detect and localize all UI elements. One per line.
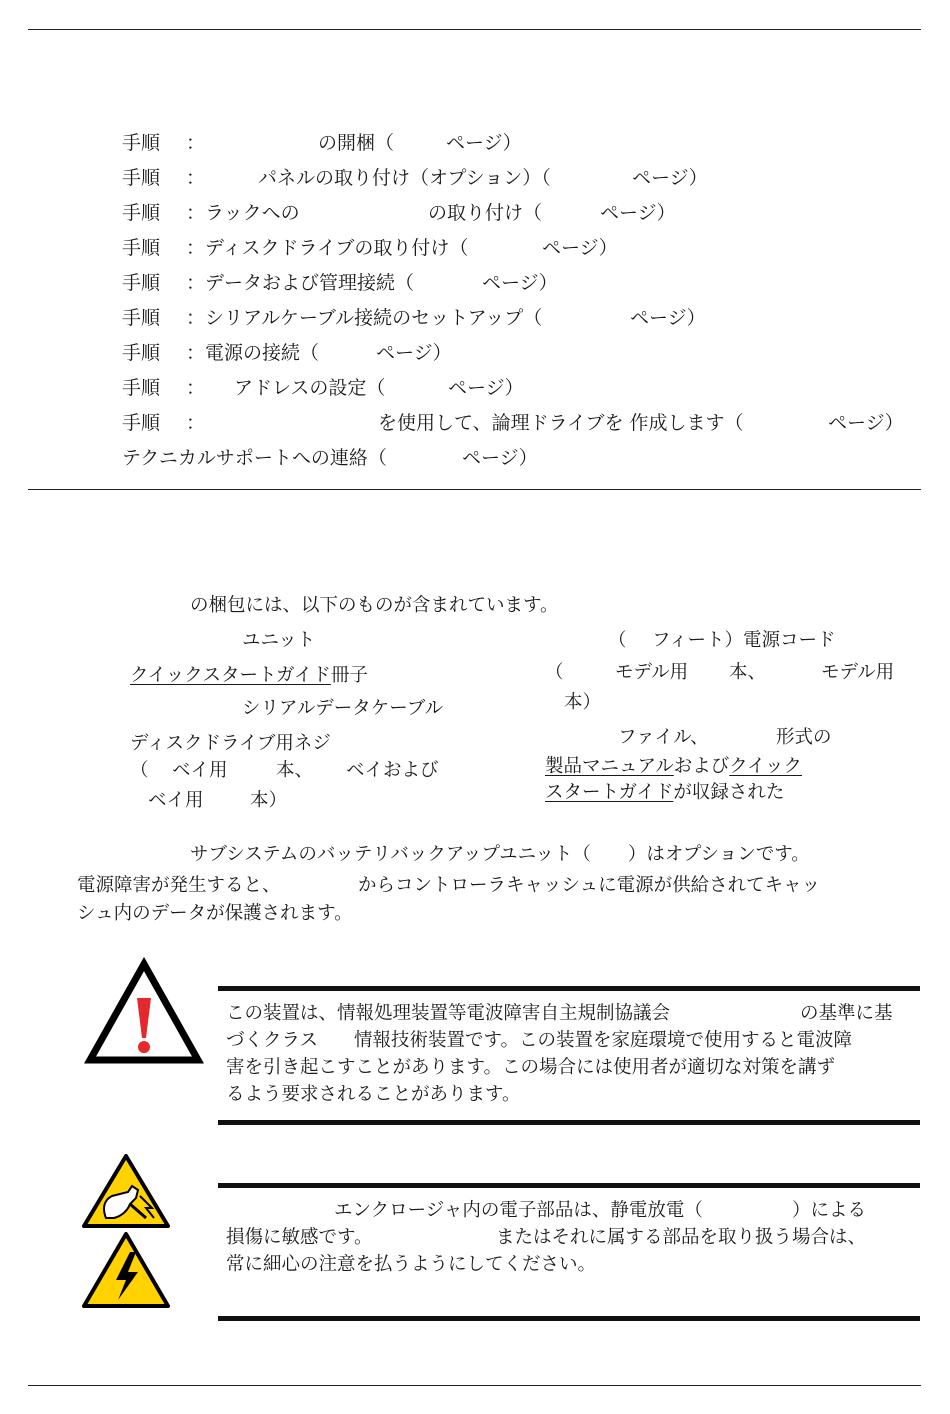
exclamation-warning-icon: [84, 958, 204, 1068]
screws-bay-a: ベイ用: [172, 760, 228, 781]
toc-colon: ：シリアルケーブル接続のセットアップ（: [186, 307, 543, 329]
toc-colon: ：: [186, 377, 206, 399]
toc-bottom-rule: [28, 489, 921, 490]
warning-line-2a: づくクラス: [226, 1030, 318, 1051]
warning-line-4: るよう要求されることがあります。: [226, 1084, 521, 1105]
cd-contents-2: [545, 784, 784, 803]
paren: （: [545, 662, 564, 683]
screws-count-b: 本）: [250, 790, 288, 811]
toc-page: ページ）: [482, 272, 558, 294]
toc-page: ページ）: [462, 447, 538, 469]
bbu-line-2a: 電源障害が発生すると、: [77, 875, 281, 896]
warning-line-1b: の基準に基: [800, 1003, 893, 1024]
warning-line-1a: この装置は、情報処理装置等電波障害自主規制協議会: [226, 1003, 671, 1024]
toc-page: ページ）: [632, 167, 708, 189]
toc-text: テクニカルサポートへの連絡（: [122, 447, 387, 469]
package-item-cd: [618, 727, 832, 748]
power-models-2: 本）: [564, 692, 602, 713]
toc-label: 手順: [122, 237, 161, 259]
paren: （: [608, 630, 627, 651]
file-label: ファイル、: [618, 727, 709, 748]
toc-label: 手順: [122, 272, 161, 294]
toc-label: 手順: [122, 167, 161, 189]
package-item-unit: ユニット: [242, 630, 316, 651]
toc-page: ページ）: [376, 342, 452, 364]
quick-link[interactable]: クイック: [729, 756, 802, 777]
bbu-line-2b: からコントローラキャッシュに電源が供給されてキャッ: [358, 875, 821, 896]
bbu-line-3: シュ内のデータが保護されます。: [77, 903, 353, 924]
bbu-line-2: [77, 875, 821, 896]
toc-colon: ：ディスクドライブの取り付け（: [186, 237, 469, 259]
warning-line-1: [226, 1000, 916, 1027]
toc-page: ページ）: [600, 202, 676, 224]
toc-label: 手順: [122, 132, 161, 154]
toc-colon: ：: [186, 167, 206, 189]
electric-shock-icon: [80, 1230, 172, 1310]
toc-text: を使用して、論理ドライブを 作成します（: [378, 412, 744, 434]
guide-suffix: 冊子: [330, 665, 368, 686]
package-item-screws: ディスクドライブ用ネジ: [130, 733, 331, 754]
power-cord-label: フィート）電源コード: [652, 630, 836, 651]
esd-line-1a: エンクロージャ内の電子部品は、静電放電（: [334, 1200, 703, 1221]
esd-bottom-rule: [218, 1316, 920, 1321]
toc-label: 手順: [122, 202, 161, 224]
startguide-link[interactable]: スタートガイド: [545, 782, 674, 803]
screws-detail-1: [130, 760, 439, 781]
esd-line-1b: ）による: [792, 1200, 867, 1221]
start-suffix: が収録された: [673, 782, 785, 803]
toc-page: ページ）: [542, 237, 618, 259]
warning-line-3: 害を引き起こすことがあります。この場合には使用者が適切な対策を講ず: [226, 1057, 836, 1078]
manual-and: および: [673, 756, 730, 777]
quickstart-guide-link[interactable]: クイックスタートガイド: [130, 665, 331, 686]
warning-line-2: [226, 1027, 916, 1054]
package-item-guide: [130, 667, 368, 686]
toc-page: ページ）: [446, 132, 522, 154]
toc-label: 手順: [122, 377, 161, 399]
model-a: モデル用: [615, 662, 689, 683]
model-a-count: 本、: [729, 662, 767, 683]
esd-box: [226, 1197, 916, 1278]
toc-page: ページ）: [448, 377, 524, 399]
screws-bay-c: ベイ用: [148, 790, 204, 811]
bottom-rule: [28, 1385, 921, 1386]
paren: （: [130, 760, 149, 781]
esd-line-3: 常に細心の注意を払うようにしてください。: [226, 1254, 597, 1275]
esd-line-2a: 損傷に敏感です。: [226, 1227, 373, 1248]
toc-text: の取り付け（: [428, 202, 543, 224]
bbu-line-1: サブシステムのバッテリバックアップユニット（ ）はオプションです。: [190, 844, 810, 865]
toc-text: アドレスの設定（: [234, 377, 386, 399]
toc-page: ページ）: [828, 412, 904, 434]
model-b: モデル用: [821, 662, 895, 683]
format-label: 形式の: [776, 727, 832, 748]
esd-hand-icon: [80, 1152, 172, 1230]
warning-bottom-rule: [218, 1120, 920, 1125]
product-manual-link[interactable]: 製品マニュアル: [545, 756, 674, 777]
screws-count-a: 本、: [276, 760, 314, 781]
toc-colon: ：電源の接続（: [186, 342, 320, 364]
warning-top-rule: [218, 986, 920, 991]
toc-text: の開梱（: [318, 132, 395, 154]
toc-colon: ：: [186, 412, 206, 434]
toc-label: 手順: [122, 412, 161, 434]
warning-line-2b: 情報技術装置です。この装置を家庭環境で使用すると電波障: [354, 1030, 853, 1051]
toc-text: パネルの取り付け（オプション）（: [258, 167, 551, 189]
screws-bay-b: ベイおよび: [346, 760, 439, 781]
toc-colon: ：データおよび管理接続（: [186, 272, 415, 294]
toc-page: ページ）: [630, 307, 706, 329]
package-item-power: [608, 630, 836, 651]
screws-detail-2: [148, 790, 288, 811]
esd-top-rule: [218, 1183, 920, 1188]
cd-contents-1: [545, 758, 802, 777]
package-intro: の梱包には、以下のものが含まれています。: [190, 595, 559, 616]
package-item-serial: シリアルデータケーブル: [242, 698, 444, 719]
toc-label: 手順: [122, 307, 161, 329]
power-models: [545, 664, 915, 683]
esd-line-1: [226, 1197, 916, 1224]
esd-line-2b: またはそれに属する部品を取り扱う場合は、: [496, 1227, 867, 1248]
toc-label: 手順: [122, 342, 161, 364]
warning-box: [226, 1000, 916, 1108]
toc-colon: ：: [186, 132, 206, 154]
toc-colon: ：ラックへの: [186, 202, 300, 224]
esd-line-2: [226, 1224, 916, 1251]
top-rule: [28, 29, 921, 30]
